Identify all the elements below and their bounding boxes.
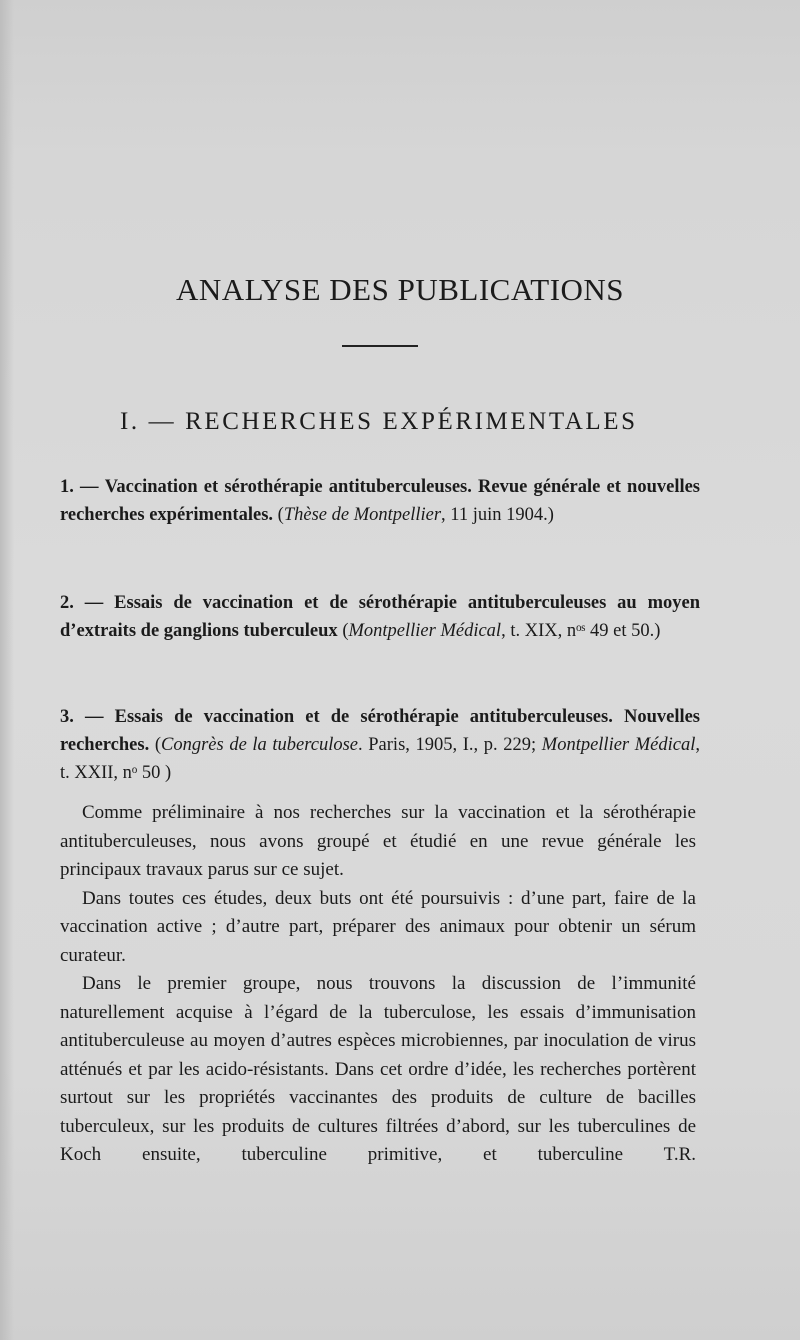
body-text [60,799,696,1170]
entry-title: Essais de vaccination et de sérothérapie antituberculeuses au moyen d’extraits de ganglions tuberculeux [60,593,701,641]
publication-entry-2 [60,589,700,645]
entry-details: , t. XXII, nᵒ 50 ) [60,735,700,783]
entry-details-middle: . Paris, 1905, I., p. 229; [358,735,542,755]
entry-paren: ( [273,505,284,525]
entry-number: 1. — [60,477,99,497]
entry-number: 2. — [60,593,104,613]
publication-entry-3 [60,703,700,787]
paragraph-2: Dans toutes ces études, deux buts ont été poursuivis : d’une part, faire de la vaccination active ; d’autre part, préparer des animaux pour obtenir un sérum curateur. [60,887,696,966]
entry-title: Vaccination et sérothérapie antituberculeuses. Revue générale et nouvelles recherches expérimentales. [60,477,701,525]
entry-source: Montpellier Médical [348,621,502,641]
publication-entry-1 [60,473,700,529]
entry-paren: ( [337,621,349,641]
entry-details: , 11 juin 1904.) [441,505,554,525]
page-title: ANALYSE DES PUBLICATIONS [175,272,625,307]
section-heading: I. — RECHERCHES EXPÉRIMENTALES [120,408,638,435]
entry-paren: ( [149,735,161,755]
entry-details: , t. XIX, nᵒˢ 49 et 50.) [501,621,661,641]
entry-source: Congrès de la tuberculose [161,735,359,755]
entry-number: 3. — [60,707,104,727]
paragraph-3: Dans le premier groupe, nous trouvons la discussion de l’immunité naturellement acquise à l’égard de la tuberculose, les essais d’immunisation antituberculeuse au moyen d’autres espèces microbiennes, par inoculation de virus atténués et par les acido-résistants. Dans cet ordre d’idée, les recherches portèrent surtout sur les propriétés vaccinantes des produits de culture de bacilles tuberculeux, sur les produits de cultures filtrées d’abord, sur les tuberculines de Koch ensuite, tuberculine primitive, et tuberculine T.R. [60,973,696,1165]
entry-source: Thèse de Montpellier [283,505,442,525]
entry-title: Essais de vaccination et de sérothérapie antituberculeuses. Nouvelles recherches. [60,707,701,755]
paragraph-1: Comme préliminaire à nos recherches sur la vaccination et la sérothérapie antituberculeuses, nous avons groupé et étudié en une revue générale les principaux travaux parus sur ce sujet. [60,802,696,880]
entry-source-2: Montpellier Médical [541,735,696,755]
title-divider [342,345,418,347]
